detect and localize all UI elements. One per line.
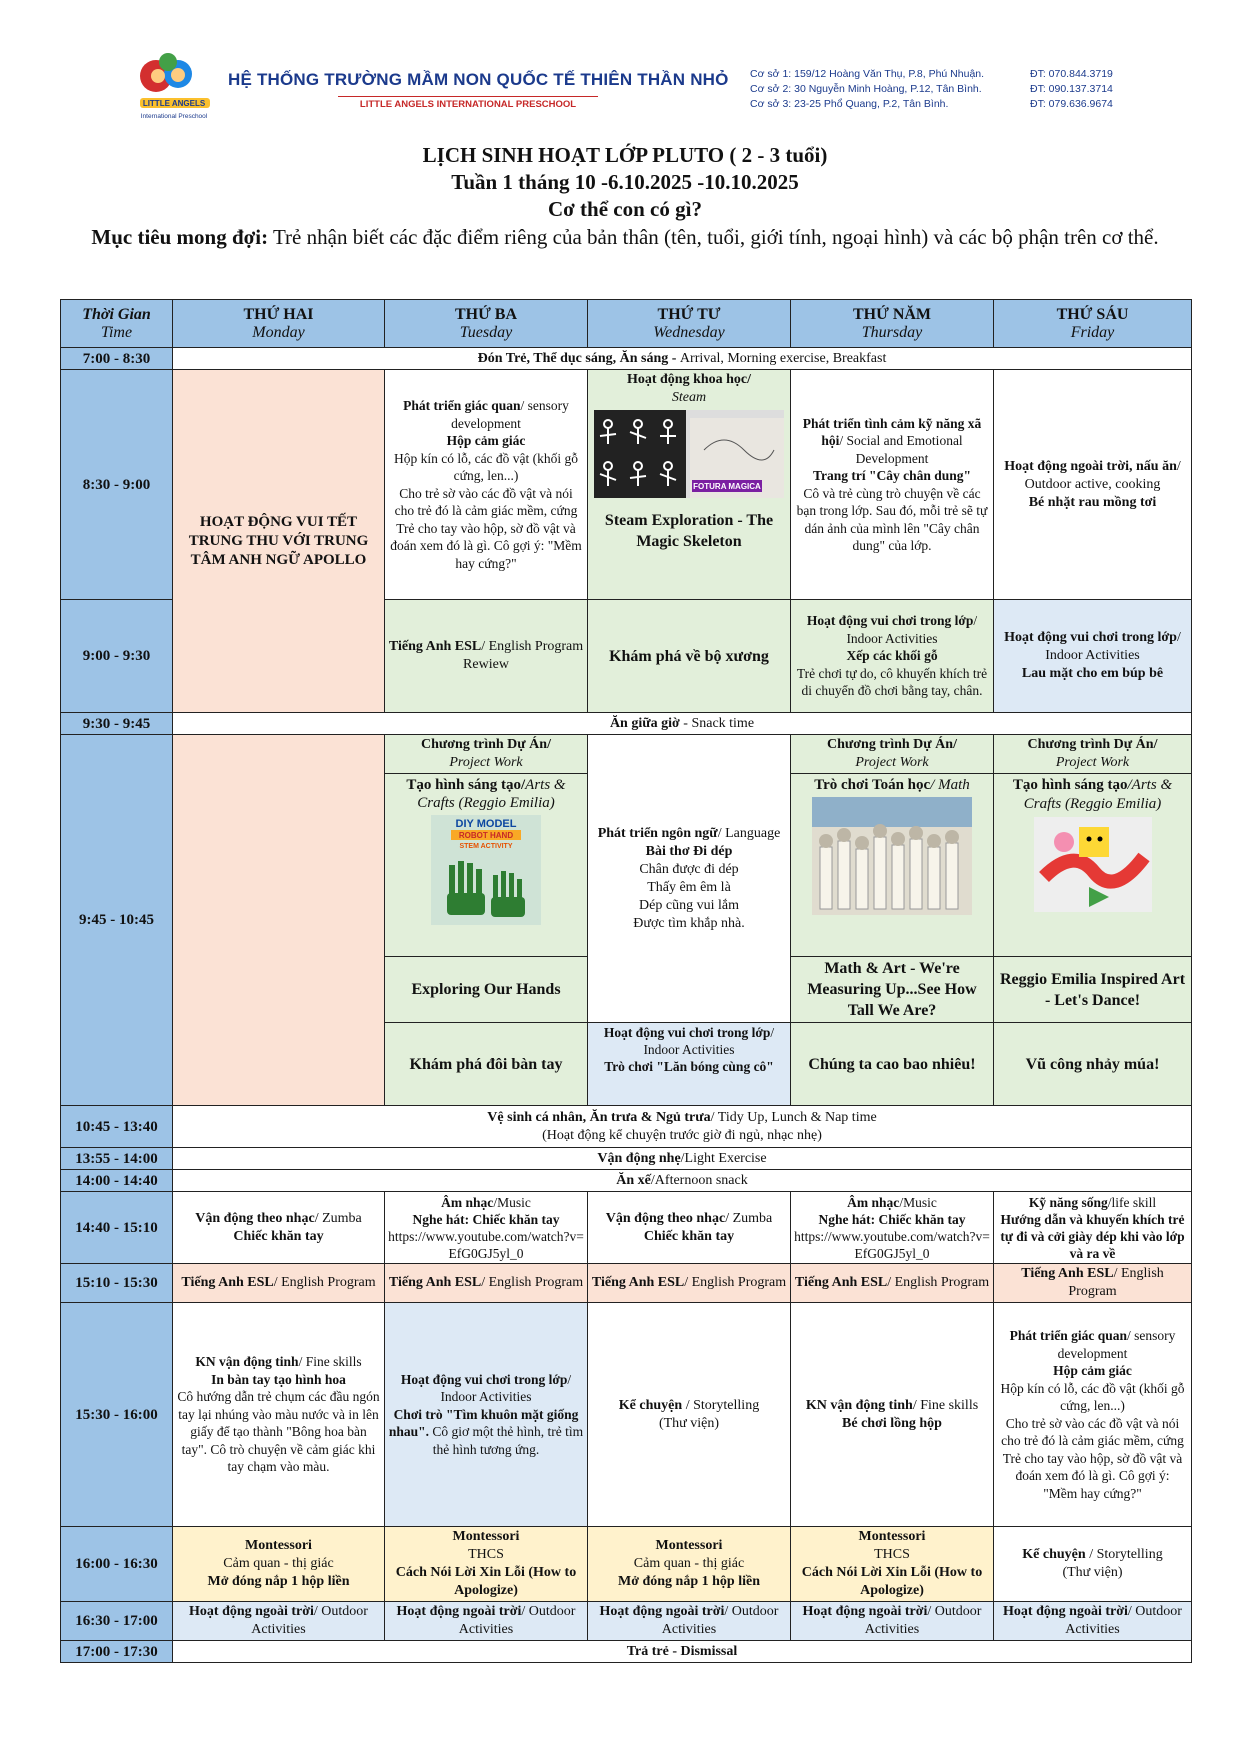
row-snack [61,713,1192,735]
week-line: Tuần 1 tháng 10 -6.10.2025 -10.10.2025 [451,170,799,194]
row-0830 [61,370,1192,600]
project-label: Chương trình Dự Án/ Project Work [994,736,1191,774]
thu-0900-cell: Hoạt động vui chơi trong lớp/ Indoor Activities Xếp các khối gỗ Trẻ chơi tự do, cô khuyến khích trẻ di chuyển đồ chơi bằng tay, chân. [791,600,994,713]
time-cell: 13:55 - 14:00 [61,1148,173,1170]
wed-outdoor-cell: Hoạt động ngoài trời/ Outdoor Activities [588,1602,791,1641]
skeleton-photo [594,410,784,498]
light-exercise-cell: Vận động nhẹ/Light Exercise [173,1148,1192,1170]
tue-1440-cell: Âm nhạc/Music Nghe hát: Chiếc khăn tay https://www.youtube.com/watch?v=EfG0GJ5yl_0 [385,1192,588,1264]
row-0945-a [61,735,1192,957]
fri-1530-cell: Phát triển giác quan/ sensory development Hộp cảm giác Hộp kín có lỗ, các đồ vật (khối gỗ cứng, len...) Cho trẻ sờ vào các đồ vật và nói cho trẻ đó là cảm giác mềm, cứng Trẻ cho tay vào hộp, sờ đồ vật và đoán xem đó là gì. Cô gợi ý: "Mềm hay cứng?" [994,1303,1192,1527]
fri-reggio-cell: Reggio Emilia Inspired Art - Let's Dance! [994,957,1192,1023]
afternoon-snack-cell: Ăn xế/Afternoon snack [173,1170,1192,1192]
robot-hand-photo [431,815,541,925]
col-wednesday: THỨ TƯ Wednesday [588,300,791,348]
address-line: Cơ sở 2: 30 Nguyễn Minh Hoàng, P.12, Tân Bình. [750,83,982,95]
tue-outdoor-cell: Hoạt động ngoài trời/ Outdoor Activities [385,1602,588,1641]
wed-1440-cell: Vận động theo nhạc/ Zumba Chiếc khăn tay [588,1192,791,1264]
thu-chung-ta-cell: Chúng ta cao bao nhiêu! [791,1023,994,1106]
school-name-en: LITTLE ANGELS INTERNATIONAL PRESCHOOL [338,96,598,110]
tue-1530-cell: Hoạt động vui chơi trong lớp/ Indoor Activities Chơi trò "Tìm khuôn mặt giống nhau". Cô giơ một thẻ hình, trẻ tìm thẻ hình tương ứng. [385,1303,588,1527]
thu-esl-cell: Tiếng Anh ESL/ English Program [791,1264,994,1303]
row-1630 [61,1602,1192,1641]
address-line: Cơ sở 3: 23-25 Phổ Quang, P.2, Tân Bình. [750,98,949,110]
steam-title: Steam Exploration - The Magic Skeleton [604,512,774,550]
col-tuesday: THỨ BA Tuesday [385,300,588,348]
tue-0945-cell: Chương trình Dự Án/ Project Work Tạo hình sáng tạo/Arts & Crafts (Reggio Emilia) DIY MODEL ROBOT HAND STEM ACTIVITY [385,735,588,957]
mon-outdoor-cell: Hoạt động ngoài trời/ Outdoor Activities [173,1602,385,1641]
svg-text:ROBOT HAND: ROBOT HAND [458,831,514,840]
row-arrival [61,348,1192,370]
row-light-exercise [61,1148,1192,1170]
letterhead [0,0,1240,140]
thu-1440-cell: Âm nhạc/Music Nghe hát: Chiếc khăn tay https://www.youtube.com/watch?v=EfG0GJ5yl_0 [791,1192,994,1264]
time-cell: 15:30 - 16:00 [61,1303,173,1527]
mon-esl-cell: Tiếng Anh ESL/ English Program [173,1264,385,1303]
mon-montessori-cell: Montessori Cảm quan - thị giác Mở đóng nắp 1 hộp liền [173,1527,385,1602]
project-label: Chương trình Dự Án/ Project Work [791,736,993,774]
page-title-block [60,142,1190,251]
wed-1530-cell: Kể chuyện / Storytelling (Thư viện) [588,1303,791,1527]
time-cell: 16:00 - 16:30 [61,1527,173,1602]
fri-esl-cell: Tiếng Anh ESL/ English Program [994,1264,1192,1303]
row-1530 [61,1303,1192,1527]
row-dismissal [61,1641,1192,1663]
campus-addresses [750,67,984,112]
row-afternoon-snack [61,1170,1192,1192]
time-cell: 16:30 - 17:00 [61,1602,173,1641]
row-1510 [61,1264,1192,1303]
wed-esl-cell: Tiếng Anh ESL/ English Program [588,1264,791,1303]
objective [60,224,1190,251]
thu-1530-cell: KN vận động tinh/ Fine skills Bé chơi lồng hộp [791,1303,994,1527]
tue-exploring-cell: Exploring Our Hands [385,957,588,1023]
time-cell: 14:40 - 15:10 [61,1192,173,1264]
wed-0945-cell: Phát triển ngôn ngữ/ Language Bài thơ Đi dép Chân được đi dép Thấy êm êm là Dép cũng vui lắm Được tìm khắp nhà. [588,735,791,1023]
time-cell: 9:45 - 10:45 [61,735,173,1106]
snack-cell: Ăn giữa giờ - Snack time [173,713,1192,735]
tue-montessori-cell: Montessori THCS Cách Nói Lời Xin Lỗi (How to Apologize) [385,1527,588,1602]
phone-line: ĐT: 079.636.9674 [1030,98,1113,110]
mon-event-cell: HOẠT ĐỘNG VUI TẾT TRUNG THU VỚI TRUNG TÂM ANH NGỮ APOLLO [173,370,385,713]
page-title: LỊCH SINH HOẠT LỚP PLUTO ( 2 - 3 tuổi) [422,143,828,167]
fri-1600-cell: Kể chuyện / Storytelling (Thư viện) [994,1527,1192,1602]
svg-text:STEM ACTIVITY: STEM ACTIVITY [459,843,513,850]
dismissal-cell: Trả trẻ - Dismissal [173,1641,1192,1663]
row-1440 [61,1192,1192,1264]
lunch-cell: Vệ sinh cá nhân, Ăn trưa & Ngủ trưa/ Tidy Up, Lunch & Nap time (Hoạt động kể chuyện trước giờ đi ngủ, nhạc nhẹ) [173,1106,1192,1148]
campus-phones [1030,67,1113,112]
thu-outdoor-cell: Hoạt động ngoài trời/ Outdoor Activities [791,1602,994,1641]
time-cell: 7:00 - 8:30 [61,348,173,370]
thu-0945-cell: Chương trình Dự Án/ Project Work Trò chơi Toán học/ Math [791,735,994,957]
time-cell: 9:30 - 9:45 [61,713,173,735]
tue-0830-cell: Phát triển giác quan/ sensory development Hộp cảm giác Hộp kín có lỗ, các đồ vật (khối gỗ cứng, len...) Cho trẻ sờ vào các đồ vật và nói cho trẻ đó là cảm giác mềm, cứng Trẻ cho tay vào hộp, sờ đồ vật và đoán xem đó là gì. Cô gợi ý: "Mềm hay cứng?" [385,370,588,600]
time-cell: 10:45 - 13:40 [61,1106,173,1148]
tue-0900-cell: Tiếng Anh ESL/ English Program Rewiew [385,600,588,713]
school-name: HỆ THỐNG TRƯỜNG MẦM NON QUỐC TẾ THIÊN THẦN NHỎ [228,70,729,89]
time-cell: 14:00 - 14:40 [61,1170,173,1192]
thu-0830-cell: Phát triển tình cảm kỹ năng xã hội/ Social and Emotional Development Trang trí "Cây chân dung" Cô và trẻ cùng trò chuyện về các bạn trong lớp. Sau đó, mỗi trẻ sẽ tự dán ảnh của mình lên "Cây chân dung" của lớp. [791,370,994,600]
svg-text:FOTURA MAGICA: FOTURA MAGICA [693,482,761,491]
col-monday: THỨ HAI Monday [173,300,385,348]
fri-outdoor-cell: Hoạt động ngoài trời/ Outdoor Activities [994,1602,1192,1641]
arrival-cell: Đón Trẻ, Thể dục sáng, Ăn sáng - Arrival, Morning exercise, Breakfast [173,348,1192,370]
schedule-table [60,299,1192,1663]
tue-esl-cell: Tiếng Anh ESL/ English Program [385,1264,588,1303]
svg-text:LITTLE ANGELS: LITTLE ANGELS [142,99,206,108]
mon-1530-cell: KN vận động tinh/ Fine skills In bàn tay tạo hình hoa Cô hướng dẫn trẻ chụm các đầu ngón tay lại nhúng vào màu nước và in lên giấy để tạo thành "Bông hoa bàn tay". Cô trò chuyện về cảm giác khi tay chạm vào màu. [173,1303,385,1527]
col-time: Thời Gian Time [61,300,173,348]
wed-0900-cell: Khám phá về bộ xương [588,600,791,713]
thu-montessori-cell: Montessori THCS Cách Nói Lời Xin Lỗi (How to Apologize) [791,1527,994,1602]
time-cell: 8:30 - 9:00 [61,370,173,600]
measuring-photo [812,797,972,915]
mon-0945-cell [173,735,385,1106]
fri-0945-cell: Chương trình Dự Án/ Project Work Tạo hình sáng tạo/Arts & Crafts (Reggio Emilia) [994,735,1192,957]
dancer-craft-photo [1034,817,1152,912]
wed-indoor-cell: Hoạt động vui chơi trong lớp/ Indoor Activities Trò chơi "Lăn bóng cùng cô" [588,1023,791,1106]
theme-line: Cơ thể con có gì? [548,197,702,221]
svg-text:International Preschool: International Preschool [140,113,208,120]
row-lunch [61,1106,1192,1148]
svg-text:DIY MODEL: DIY MODEL [455,818,517,830]
row-1600 [61,1527,1192,1602]
header-row [61,300,1192,348]
time-cell: 15:10 - 15:30 [61,1264,173,1303]
project-label: Chương trình Dự Án/ Project Work [385,736,587,774]
mon-1440-cell: Vận động theo nhạc/ Zumba Chiếc khăn tay [173,1192,385,1264]
address-line: Cơ sở 1: 159/12 Hoàng Văn Thụ, P.8, Phú Nhuận. [750,68,985,80]
col-thursday: THỨ NĂM Thursday [791,300,994,348]
school-logo [128,48,224,124]
objective-label: Mục tiêu mong đợi: [91,225,269,249]
thu-math-art-cell: Math & Art - We're Measuring Up...See How Tall We Are? [791,957,994,1023]
fri-0830-cell: Hoạt động ngoài trời, nấu ăn/ Outdoor active, cooking Bé nhặt rau mồng tơi [994,370,1192,600]
time-cell: 9:00 - 9:30 [61,600,173,713]
tue-kham-pha-cell: Khám phá đôi bàn tay [385,1023,588,1106]
time-cell: 17:00 - 17:30 [61,1641,173,1663]
phone-line: ĐT: 070.844.3719 [1030,68,1113,80]
wed-montessori-cell: Montessori Cảm quan - thị giác Mở đóng nắp 1 hộp liền [588,1527,791,1602]
phone-line: ĐT: 090.137.3714 [1030,83,1113,95]
fri-0900-cell: Hoạt động vui chơi trong lớp/ Indoor Activities Lau mặt cho em búp bê [994,600,1192,713]
col-friday: THỨ SÁU Friday [994,300,1192,348]
fri-vu-cong-cell: Vũ công nhảy múa! [994,1023,1192,1106]
fri-1440-cell: Kỹ năng sống/life skill Hướng dẫn và khuyến khích trẻ tự đi và cởi giày dép khi vào lớp và ra về [994,1192,1192,1264]
wed-0830-cell: Hoạt động khoa học/ Steam FOTURA MAGICA Steam Exploration - The Magic Skeleton [588,370,791,600]
objective-text: Trẻ nhận biết các đặc điểm riêng của bản thân (tên, tuổi, giới tính, ngoại hình) và các bộ phận trên cơ thể. [268,225,1159,249]
